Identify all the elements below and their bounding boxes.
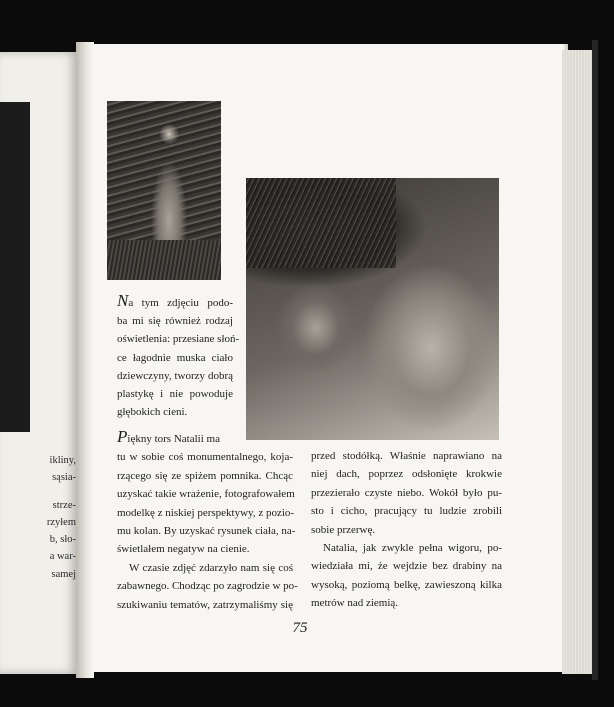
page-edges	[562, 50, 594, 674]
body-line: przed stodółką. Właśnie naprawiano na	[311, 450, 502, 462]
left-text-line: b, sło-	[49, 534, 76, 546]
caption-line: głębokich cieni.	[117, 406, 188, 419]
body-line: tu w sobie coś monumentalnego, koja-	[117, 451, 293, 464]
left-text-line: samej	[51, 568, 76, 580]
cover-edge	[592, 40, 598, 680]
caption-line: plastykę i nie powoduje	[117, 388, 233, 401]
body-line: szukiwaniu tematów, zatrzymaliśmy się	[117, 598, 293, 611]
body-line: W czasie zdjęć zdarzyło nam się coś	[129, 561, 293, 574]
body-line: niej dach, poprzez odsłonięte krokwie	[311, 468, 502, 481]
caption-dropcap: N	[117, 291, 129, 310]
body-line: wysoką, poziomą belkę, zawieszoną kilka	[311, 578, 502, 591]
body-line: świetlałem negatyw na cienie.	[117, 543, 250, 556]
left-page	[0, 52, 78, 674]
left-text-line: strze-	[52, 499, 76, 511]
body-line: sobie przerwę.	[311, 523, 376, 536]
body-line: metrów nad ziemią.	[311, 597, 399, 610]
body-line: uzyskać takie wrażenie, fotografowałem	[117, 488, 295, 501]
left-page-photo	[0, 102, 30, 432]
body-line: Natalia, jak zwykle pełna wigoru, po-	[323, 542, 502, 555]
photo-torso	[246, 178, 499, 440]
caption-line: dziewczyny, tworzy dobrą	[117, 369, 233, 382]
photo-caption	[117, 291, 240, 421]
body-line: zabawnego. Chodząc po zagrodzie w po-	[117, 580, 298, 593]
body-line: sto i cicho, pracujący tu ludzie zrobili	[311, 505, 502, 518]
caption-line: a tym zdjęciu podo-	[128, 297, 233, 309]
page-number: 75	[292, 620, 308, 636]
text-column-left	[117, 427, 298, 614]
body-line: rzącego się ze spiżem pomnika. Chcąc	[117, 469, 293, 482]
left-page-text	[0, 452, 76, 583]
left-text-line: sąsia-	[52, 472, 76, 484]
body-line: wiedziała mi, że wejdzie bez drabiny na	[311, 560, 502, 573]
caption-line: ce łagodnie muska ciało	[117, 351, 233, 364]
text-column-right	[311, 447, 502, 613]
column-dropcap: P	[117, 427, 128, 446]
column-first-line: iękny tors Natalii ma	[127, 433, 220, 445]
left-text-line: a war-	[49, 551, 76, 563]
caption-line: oświetlenia: przesiane słoń-	[117, 333, 240, 346]
body-line: mu kolan. By uzyskać rysunek ciała, na-	[117, 525, 296, 538]
body-line: modelkę z niskiej perspektywy, z pozio-	[117, 506, 295, 519]
photo-woman-standing	[107, 101, 221, 280]
left-text-line: rzyłem	[46, 516, 76, 528]
body-line: przezierało czyste niebo. Wokół było pu-	[311, 486, 502, 499]
left-text-line: ikliny,	[49, 455, 76, 466]
caption-line: ba mi się również rodzaj	[117, 315, 233, 328]
